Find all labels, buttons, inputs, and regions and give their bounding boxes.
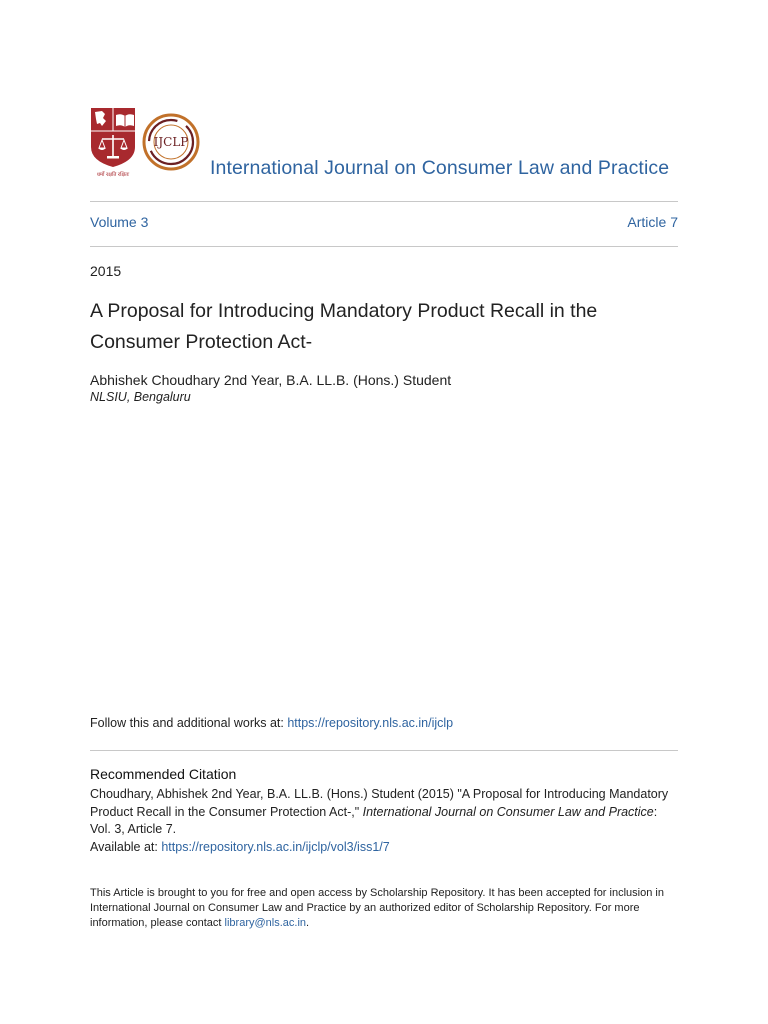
journal-title-link[interactable]: International Journal on Consumer Law and Practice xyxy=(210,157,670,179)
follow-line xyxy=(90,716,453,730)
article-link[interactable]: Article 7 xyxy=(627,214,678,230)
contact-email-link[interactable]: library@nls.ac.in xyxy=(224,917,306,929)
access-notice-end: . xyxy=(306,917,310,929)
article-title: A Proposal for Introducing Mandatory Product Recall in the Consumer Protection Act- xyxy=(90,300,598,353)
ijclp-seal-logo xyxy=(142,113,200,171)
volume-link[interactable]: Volume 3 xyxy=(90,214,149,230)
citation-journal: International Journal on Consumer Law and Practice xyxy=(362,804,654,819)
article-url-link[interactable]: https://repository.nls.ac.in/ijclp/vol3/iss1/7 xyxy=(161,839,390,854)
access-notice-text: This Article is brought to you for free and open access by Scholarship Repository. It has been accepted for inclusion in International Journal on Consumer Law and Practice by an authorized editor of Scholarship Repository. For more information, please contact xyxy=(90,887,664,929)
nav-divider xyxy=(90,246,678,247)
follow-prefix: Follow this and additional works at: xyxy=(90,716,288,730)
citation-text xyxy=(90,786,678,856)
svg-text:IJCLP: IJCLP xyxy=(153,135,189,149)
svg-text:धर्मो रक्षति रक्षितः: धर्मो रक्षति रक्षितः xyxy=(96,172,130,178)
recommended-citation-heading: Recommended Citation xyxy=(90,766,237,782)
publication-year: 2015 xyxy=(90,263,122,279)
access-notice xyxy=(90,886,680,931)
citation-volume: : Vol. 3, Article 7. xyxy=(90,804,658,836)
citation-body: Choudhary, Abhishek 2nd Year, B.A. LL.B. (Hons.) Student (2015) "A Proposal for Introducing Mandatory Product Recall in the Consumer Protection Act-," xyxy=(90,787,669,819)
collection-link[interactable]: https://repository.nls.ac.in/ijclp xyxy=(287,716,454,730)
nls-crest-logo xyxy=(90,107,136,179)
author-affiliation: NLSIU, Bengaluru xyxy=(90,390,191,404)
header-divider xyxy=(90,201,678,202)
author-name: Abhishek Choudhary 2nd Year, B.A. LL.B. (Hons.) Student xyxy=(90,372,452,388)
available-prefix: Available at: xyxy=(90,839,162,854)
citation-divider xyxy=(90,750,678,751)
